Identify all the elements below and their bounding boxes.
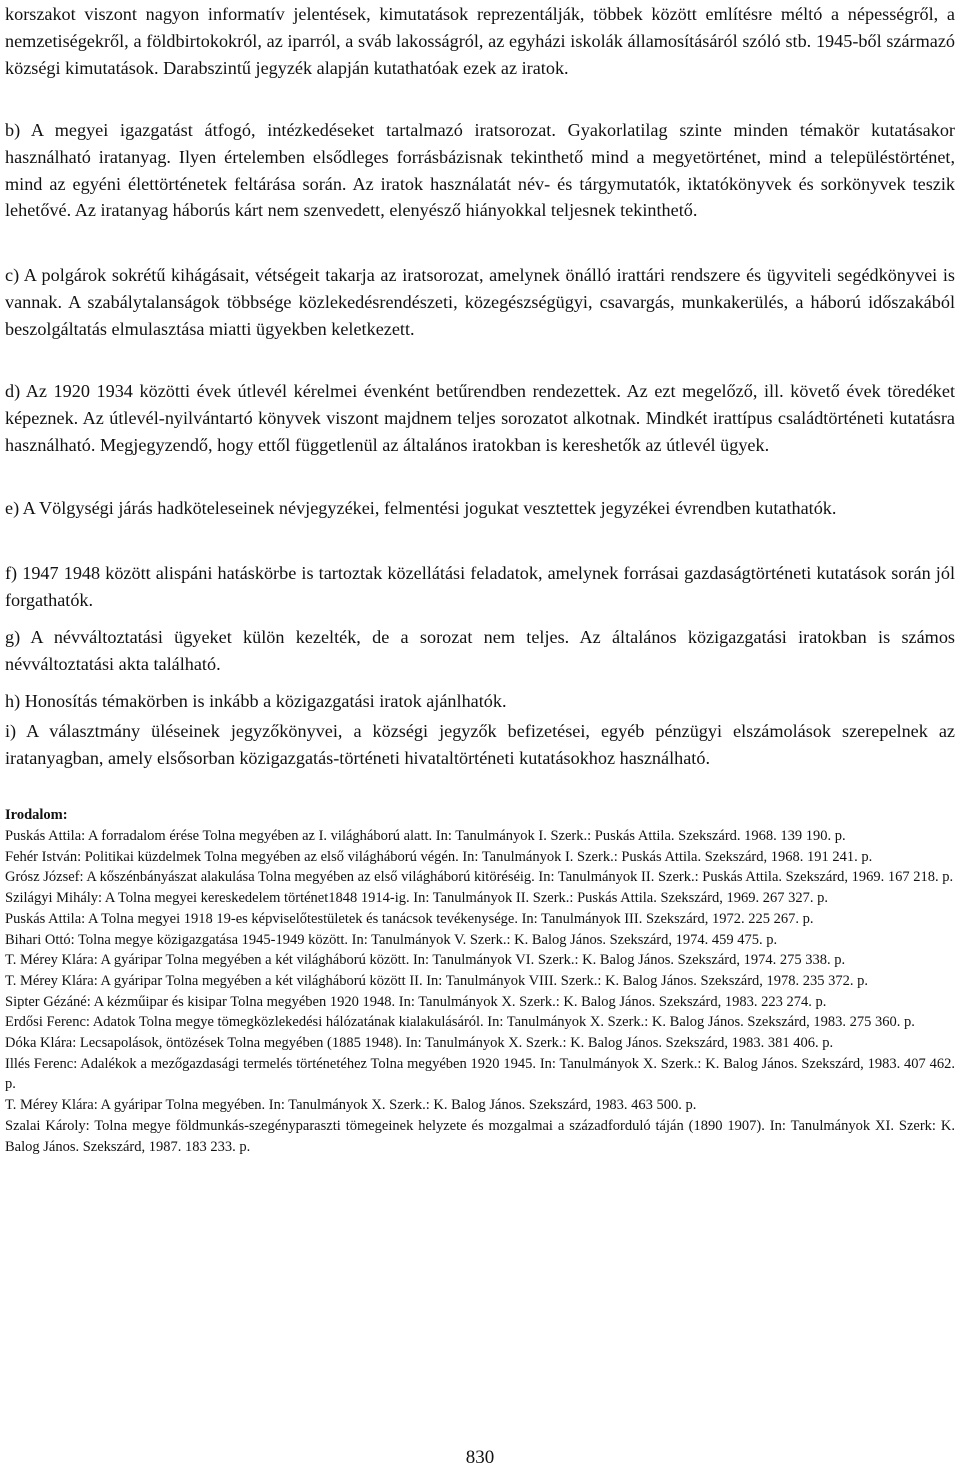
references-heading: Irodalom: <box>5 807 68 823</box>
paragraph-b: b) A megyei igazgatást átfogó, intézkedéseket tartalmazó iratsorozat. Gyakorlatilag szinte minden témakör kutatásakor használható iratanyag. Ilyen értelemben elsődleges forrásbázisnak tekinthető mind a megyetörténet, mind a településtörténet, mind az egyéni élettörténetek feltárása során. Az iratok használatát név- és tárgymutatók, iktatókönyvek és sorkönyvek teszik lehetővé. Az iratanyag háborús kárt nem szenvedett, elenyésző hiányokkal teljesnek tekinthető. <box>5 120 955 221</box>
references-list <box>5 826 955 1157</box>
reference-item: Dóka Klára: Lecsapolások, öntözések Tolna megyében (1885 1948). In: Tanulmányok X. Szerk.: K. Balog János. Szekszárd, 1983. 381 406. p. <box>5 1035 834 1052</box>
reference-item: Puskás Attila: A forradalom érése Tolna megyében az I. világháború alatt. In: Tanulmányok I. Szerk.: Puskás Attila. Szekszárd. 1968. 139 190. p. <box>5 828 846 844</box>
reference-item: Fehér István: Politikai küzdelmek Tolna megyében az első világháború végén. In: Tanulmányok I. Szerk.: Puskás Attila. Szekszárd, 1968. 191 241. p. <box>5 848 873 865</box>
document-page <box>5 0 955 1472</box>
reference-item: Szalai Károly: Tolna megye földmunkás-szegényparaszti tömegeinek helyzete és mozgalmai a századforduló táján (1890 1907). In: Tanulmányok XI. Szerk: K. Balog János. Szekszárd, 1987. 183 233. p. <box>5 1117 955 1155</box>
paragraph-c: c) A polgárok sokrétű kihágásait, vétségeit takarja az iratsorozat, amelynek önálló irattári rendszere és ügyviteli segédkönyvei is vannak. A szabálytalanságok többsége közlekedésrendészeti, közegészségügyi, csavargás, munkakerülés, a háború időszakából beszolgáltatás elmulasztása miatti ügyekben keletkezett. <box>5 265 955 339</box>
paragraph-intro: korszakot viszont nagyon informatív jelentések, kimutatások reprezentálják, többek között említésre méltó a népességről, a nemzetiségekről, a földbirtokokról, az iparról, a sváb lakosságról, az egyházi iskolák államosításáról szóló stb. 1945-ből származó községi kimutatások. Darabszintű jegyzék alapján kutathatóak ezek az iratok. <box>5 4 955 78</box>
reference-item: Puskás Attila: A Tolna megyei 1918 19-es képviselőtestületek és tanácsok tevékenysége. In: Tanulmányok III. Szekszárd, 1972. 225 267. p. <box>5 910 814 927</box>
paragraph-h: h) Honosítás témakörben is inkább a közigazgatási iratok ajánlhatók. <box>5 691 507 711</box>
paragraph-e: e) A Völgységi járás hadköteleseinek névjegyzékei, felmentési jogukat vesztettek jegyzékei évrendben kutathatók. <box>5 498 837 518</box>
reference-item: T. Mérey Klára: A gyáripar Tolna megyében a két világháború között. In: Tanulmányok VI. Szerk.: K. Balog János. Szekszárd, 1974. 275 338. p. <box>5 952 846 969</box>
reference-item: T. Mérey Klára: A gyáripar Tolna megyében a két világháború között II. In: Tanulmányok VIII. Szerk.: K. Balog János. Szekszárd, 1978. 235 372. p. <box>5 972 869 989</box>
paragraph-f: f) 1947 1948 között alispáni hatáskörbe is tartoztak közellátási feladatok, amelynek forrásai gazdaságtörténeti kutatások során jól forgathatók. <box>5 563 955 610</box>
reference-item: Szilágyi Mihály: A Tolna megyei kereskedelem történet1848 1914-ig. In: Tanulmányok II. Szerk.: Puskás Attila. Szekszárd, 1969. 267 327. p. <box>5 890 828 907</box>
reference-item: Grósz József: A kőszénbányászat alakulása Tolna megyében az első világháború kitöréséig. In: Tanulmányok II. Szerk.: Puskás Attila. Szekszárd, 1969. 167 218. p. <box>5 869 954 886</box>
reference-item: Bihari Ottó: Tolna megye közigazgatása 1945-1949 között. In: Tanulmányok V. Szerk.: K. Balog János. Szekszárd, 1974. 459 475. p. <box>5 931 778 948</box>
reference-item: T. Mérey Klára: A gyáripar Tolna megyében. In: Tanulmányok X. Szerk.: K. Balog János. Szekszárd, 1983. 463 500. p. <box>5 1097 697 1114</box>
reference-item: Sipter Gézáné: A kézműipar és kisipar Tolna megyében 1920 1948. In: Tanulmányok X. Szerk.: K. Balog János. Szekszárd, 1983. 223 274. p. <box>5 993 827 1010</box>
paragraph-i: i) A választmány üléseinek jegyzőkönyvei, a községi jegyzők befizetései, egyéb pénzügyi elszámolások szerepelnek az iratanyagban, amely elsősorban közigazgatás-történeti hivataltörténeti kutatásokhoz használható. <box>5 721 955 768</box>
reference-item: Illés Ferenc: Adalékok a mezőgazdasági termelés történetéhez Tolna megyében 1920 1945. In: Tanulmányok X. Szerk.: K. Balog János. Szekszárd, 1983. 407 462. p. <box>5 1055 955 1093</box>
paragraph-g: g) A névváltoztatási ügyeket külön kezelték, de a sorozat nem teljes. Az általános közigazgatási iratokban is számos névváltoztatási akta található. <box>5 627 955 674</box>
paragraph-d: d) Az 1920 1934 közötti évek útlevél kérelmei évenként betűrendben rendezettek. Az ezt megelőző, ill. követő évek töredéket képeznek. Az útlevél-nyilvántartó könyvek viszont majdnem teljes sorozatot alkotnak. Mindkét irattípus családtörténeti kutatásra használható. Megjegyzendő, hogy ettől függetlenül az általános iratokban is kereshetők az útlevél ügyek. <box>5 381 955 455</box>
reference-item: Erdősi Ferenc: Adatok Tolna megye tömegközlekedési hálózatának kialakulásáról. In: Tanulmányok X. Szerk.: K. Balog János. Szekszárd, 1983. 275 360. p. <box>5 1014 915 1031</box>
page-number: 830 <box>465 1447 495 1468</box>
